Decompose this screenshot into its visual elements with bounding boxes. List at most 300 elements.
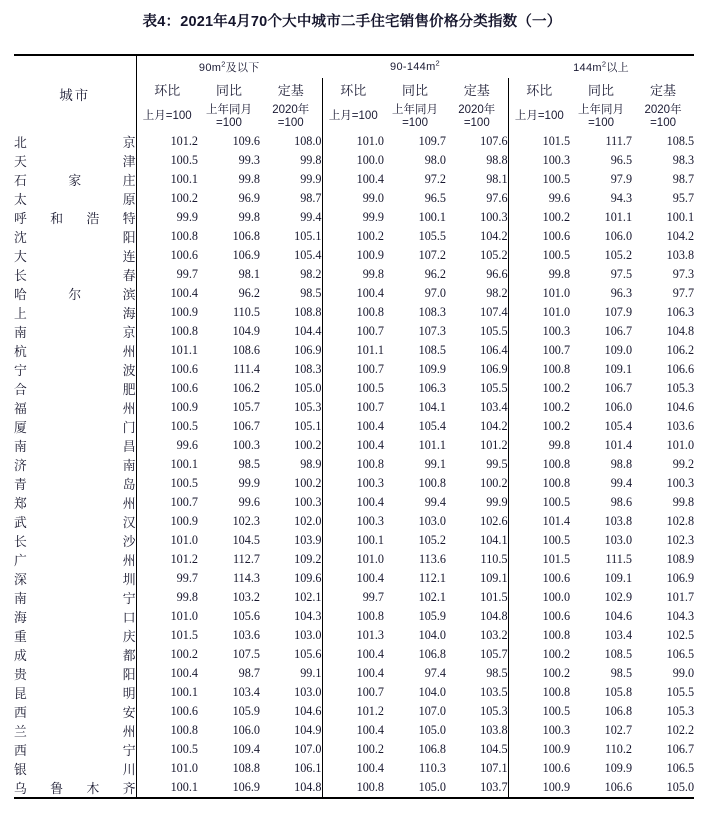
table-row	[14, 778, 694, 798]
row-city-label: 郑州	[14, 495, 136, 511]
row-value-cell: 105.6	[232, 608, 260, 623]
table-row	[14, 151, 694, 170]
row-value-cell: 104.8	[666, 323, 695, 338]
row-value-cell: 104.5	[480, 741, 508, 756]
row-value-cell: 108.6	[232, 342, 260, 357]
subheader-yoy-g1: 同比	[402, 83, 429, 99]
subheader-fixed-g1: 定基	[463, 83, 490, 99]
base-fixed-g0: 2020年=100	[272, 103, 310, 129]
row-value-cell: 97.6	[486, 190, 508, 205]
row-value-cell: 100.9	[136, 303, 198, 322]
row-value-cell: 100.4	[322, 721, 384, 740]
row-city-label: 西安	[14, 704, 136, 720]
row-value-cell: 103.4	[604, 627, 633, 642]
row-city-label: 长沙	[14, 533, 136, 549]
row-value-cell: 108.5	[604, 646, 633, 661]
row-value-cell: 100.6	[508, 569, 570, 588]
row-value-cell: 103.8	[480, 722, 508, 737]
row-city-label: 深圳	[14, 571, 136, 587]
table-row	[14, 170, 694, 189]
row-value-cell: 100.3	[666, 475, 695, 490]
row-value-cell: 97.5	[610, 266, 633, 281]
row-value-cell: 107.5	[232, 646, 260, 661]
row-value-cell: 94.3	[610, 190, 633, 205]
row-value-cell: 100.7	[508, 341, 570, 360]
row-value-cell: 99.9	[322, 208, 384, 227]
row-value-cell: 100.8	[322, 778, 384, 798]
row-value-cell: 109.1	[604, 570, 633, 585]
row-value-cell: 105.0	[294, 380, 322, 395]
subheader-mom-g1: 环比	[322, 78, 384, 102]
row-city-label: 重庆	[14, 628, 136, 644]
row-value-cell: 100.1	[136, 778, 198, 798]
row-value-cell: 103.0	[294, 684, 322, 699]
row-value-cell: 100.7	[322, 360, 384, 379]
table-row	[14, 493, 694, 512]
row-value-cell: 102.9	[604, 589, 633, 604]
base-yoy-g0	[198, 102, 260, 132]
row-value-cell: 105.0	[418, 722, 447, 737]
row-value-cell: 100.0	[508, 588, 570, 607]
row-value-cell: 101.0	[136, 531, 198, 550]
row-city-label: 呼和浩特	[14, 210, 136, 226]
row-value-cell: 96.2	[238, 285, 260, 300]
row-city-label: 昆明	[14, 685, 136, 701]
row-value-cell: 98.8	[610, 456, 633, 471]
row-value-cell: 106.8	[232, 228, 260, 243]
row-value-cell: 101.2	[136, 132, 198, 151]
row-value-cell: 100.9	[136, 512, 198, 531]
row-value-cell: 99.7	[136, 265, 198, 284]
group-label-sup-0: 2	[221, 59, 226, 69]
row-value-cell: 103.0	[418, 513, 447, 528]
row-value-cell: 104.1	[480, 532, 508, 547]
row-value-cell: 106.9	[666, 570, 695, 585]
table-row	[14, 246, 694, 265]
table-row	[14, 322, 694, 341]
row-value-cell: 108.3	[418, 304, 447, 319]
row-value-cell: 106.7	[232, 418, 260, 433]
row-value-cell: 107.6	[480, 133, 508, 148]
row-value-cell: 106.5	[666, 760, 695, 775]
row-value-cell: 99.6	[508, 189, 570, 208]
row-value-cell: 99.6	[238, 494, 260, 509]
row-value-cell: 100.9	[136, 398, 198, 417]
row-value-cell: 106.6	[604, 779, 633, 794]
row-city-label: 西宁	[14, 742, 136, 758]
row-value-cell: 99.8	[508, 265, 570, 284]
row-city-label: 济南	[14, 457, 136, 473]
row-value-cell: 100.6	[136, 702, 198, 721]
row-value-cell: 100.8	[322, 303, 384, 322]
row-value-cell: 98.5	[300, 285, 322, 300]
subheader-yoy-g2: 同比	[588, 83, 615, 99]
row-value-cell: 100.5	[136, 151, 198, 170]
row-value-cell: 100.4	[322, 664, 384, 683]
row-value-cell: 99.2	[672, 456, 695, 471]
base-yoy-line2-g0: =100	[216, 116, 242, 129]
row-city-label: 哈尔滨	[14, 286, 136, 302]
row-city-label: 北京	[14, 134, 136, 150]
row-value-cell: 100.3	[322, 512, 384, 531]
row-value-cell: 100.7	[322, 322, 384, 341]
row-value-cell: 100.5	[508, 493, 570, 512]
row-value-cell: 102.6	[480, 513, 508, 528]
row-value-cell: 100.3	[508, 151, 570, 170]
row-value-cell: 102.1	[418, 589, 447, 604]
row-value-cell: 100.4	[322, 417, 384, 436]
row-value-cell: 106.8	[604, 703, 633, 718]
base-yoy-line1-g2: 上年同月	[578, 103, 625, 116]
row-value-cell: 97.0	[424, 285, 447, 300]
table-row	[14, 284, 694, 303]
row-value-cell: 104.9	[232, 323, 260, 338]
row-value-cell: 99.9	[136, 208, 198, 227]
row-value-cell: 101.1	[322, 341, 384, 360]
row-value-cell: 100.3	[232, 437, 260, 452]
header-row-groups	[14, 55, 694, 78]
row-value-cell: 100.4	[136, 664, 198, 683]
row-value-cell: 100.4	[322, 170, 384, 189]
row-value-cell: 100.6	[136, 360, 198, 379]
row-value-cell: 100.3	[322, 474, 384, 493]
row-value-cell: 107.0	[418, 703, 447, 718]
row-value-cell: 100.5	[508, 702, 570, 721]
row-value-cell: 110.5	[233, 304, 260, 319]
row-value-cell: 96.6	[486, 266, 508, 281]
group-header-under-90	[136, 55, 322, 78]
row-value-cell: 109.6	[294, 570, 322, 585]
row-value-cell: 100.8	[322, 607, 384, 626]
base-fixed-g1: 2020年=100	[458, 103, 496, 129]
row-value-cell: 104.8	[480, 608, 508, 623]
table-row	[14, 379, 694, 398]
table-row	[14, 132, 694, 151]
row-value-cell: 109.6	[232, 133, 260, 148]
row-value-cell: 99.5	[486, 456, 508, 471]
group-label-pre-0: 90m	[198, 61, 222, 74]
row-value-cell: 99.8	[672, 494, 695, 509]
row-value-cell: 108.3	[294, 361, 322, 376]
row-value-cell: 108.5	[666, 133, 695, 148]
row-value-cell: 109.7	[418, 133, 447, 148]
row-value-cell: 101.1	[136, 341, 198, 360]
row-value-cell: 109.9	[604, 760, 633, 775]
row-value-cell: 100.2	[136, 189, 198, 208]
row-value-cell: 96.9	[238, 190, 260, 205]
row-value-cell: 105.0	[666, 779, 695, 794]
row-value-cell: 109.0	[604, 342, 633, 357]
row-value-cell: 100.3	[508, 322, 570, 341]
row-city-label: 上海	[14, 305, 136, 321]
row-value-cell: 100.6	[136, 379, 198, 398]
row-value-cell: 105.3	[666, 380, 695, 395]
row-value-cell: 104.3	[294, 608, 322, 623]
base-yoy-line2-g1: =100	[402, 116, 428, 129]
base-mom-g2: 上月=100	[508, 102, 570, 132]
table-row	[14, 721, 694, 740]
row-value-cell: 100.0	[322, 151, 384, 170]
row-city-label: 海口	[14, 609, 136, 625]
row-value-cell: 106.9	[294, 342, 322, 357]
row-value-cell: 96.5	[610, 152, 633, 167]
base-mom-g1: 上月=100	[322, 102, 384, 132]
row-value-cell: 100.7	[322, 398, 384, 417]
row-value-cell: 99.4	[610, 475, 633, 490]
row-value-cell: 101.0	[136, 607, 198, 626]
row-value-cell: 100.3	[508, 721, 570, 740]
row-value-cell: 104.3	[666, 608, 695, 623]
row-value-cell: 109.9	[418, 361, 447, 376]
row-value-cell: 103.4	[480, 399, 508, 414]
table-row	[14, 265, 694, 284]
row-value-cell: 106.7	[604, 323, 633, 338]
row-value-cell: 97.7	[672, 285, 695, 300]
group-header-90-144	[322, 55, 508, 78]
row-value-cell: 99.8	[238, 209, 260, 224]
row-value-cell: 105.1	[294, 228, 322, 243]
row-value-cell: 102.1	[294, 589, 322, 604]
base-fixed-g2: 2020年=100	[644, 103, 682, 129]
row-value-cell: 104.9	[294, 722, 322, 737]
row-value-cell: 102.8	[666, 513, 695, 528]
row-value-cell: 100.3	[294, 494, 322, 509]
row-value-cell: 100.9	[508, 778, 570, 798]
row-value-cell: 104.8	[294, 779, 322, 794]
row-value-cell: 108.8	[294, 304, 322, 319]
row-city-label: 武汉	[14, 514, 136, 530]
row-value-cell: 96.3	[610, 285, 633, 300]
subheader-fixed-g2: 定基	[650, 83, 677, 99]
row-value-cell: 104.1	[418, 399, 447, 414]
row-value-cell: 98.8	[486, 152, 508, 167]
row-value-cell: 99.8	[508, 436, 570, 455]
row-value-cell: 98.5	[486, 665, 508, 680]
row-value-cell: 100.5	[136, 417, 198, 436]
table-row	[14, 569, 694, 588]
row-value-cell: 99.8	[322, 265, 384, 284]
row-value-cell: 105.1	[294, 418, 322, 433]
table-row	[14, 626, 694, 645]
row-city-label: 福州	[14, 400, 136, 416]
row-value-cell: 109.1	[480, 570, 508, 585]
group-header-over-144	[508, 55, 694, 78]
row-value-cell: 97.2	[424, 171, 447, 186]
row-value-cell: 98.5	[238, 456, 260, 471]
row-city-label: 南昌	[14, 438, 136, 454]
row-value-cell: 107.9	[604, 304, 633, 319]
row-value-cell: 100.8	[136, 721, 198, 740]
row-value-cell: 103.2	[480, 627, 508, 642]
row-city-label: 成都	[14, 647, 136, 663]
row-value-cell: 97.9	[610, 171, 633, 186]
row-value-cell: 102.0	[294, 513, 322, 528]
row-city-label: 太原	[14, 191, 136, 207]
row-value-cell: 101.1	[418, 437, 447, 452]
row-value-cell: 106.5	[666, 646, 695, 661]
row-value-cell: 106.0	[604, 399, 633, 414]
row-value-cell: 100.7	[322, 683, 384, 702]
row-value-cell: 106.9	[480, 361, 508, 376]
subheader-fixed-g0: 定基	[277, 83, 304, 99]
row-value-cell: 96.5	[424, 190, 447, 205]
row-value-cell: 105.4	[418, 418, 447, 433]
row-value-cell: 103.9	[294, 532, 322, 547]
row-value-cell: 100.9	[508, 740, 570, 759]
base-yoy-line1-g1: 上年同月	[392, 103, 439, 116]
row-value-cell: 104.0	[418, 627, 447, 642]
price-index-table	[14, 54, 694, 799]
row-value-cell: 105.2	[480, 247, 508, 262]
row-value-cell: 97.3	[672, 266, 695, 281]
row-value-cell: 107.1	[480, 760, 508, 775]
row-value-cell: 98.7	[672, 171, 695, 186]
row-value-cell: 106.3	[666, 304, 695, 319]
row-value-cell: 106.6	[666, 361, 695, 376]
table-row	[14, 683, 694, 702]
row-value-cell: 100.8	[508, 626, 570, 645]
row-value-cell: 101.0	[508, 303, 570, 322]
row-value-cell: 106.9	[232, 779, 260, 794]
row-value-cell: 100.6	[508, 759, 570, 778]
table-row	[14, 664, 694, 683]
row-value-cell: 100.8	[508, 360, 570, 379]
row-value-cell: 101.0	[666, 437, 695, 452]
row-value-cell: 100.1	[666, 209, 695, 224]
row-value-cell: 99.1	[300, 665, 322, 680]
table-header	[14, 55, 694, 132]
row-city-label: 青岛	[14, 476, 136, 492]
row-value-cell: 106.1	[294, 760, 322, 775]
row-value-cell: 106.3	[418, 380, 447, 395]
row-value-cell: 100.2	[508, 417, 570, 436]
row-value-cell: 106.0	[232, 722, 260, 737]
row-value-cell: 100.8	[418, 475, 447, 490]
row-value-cell: 100.2	[508, 208, 570, 227]
row-value-cell: 106.0	[604, 228, 633, 243]
row-value-cell: 105.0	[418, 779, 447, 794]
row-value-cell: 100.4	[322, 645, 384, 664]
row-value-cell: 109.4	[232, 741, 260, 756]
row-value-cell: 105.5	[480, 380, 508, 395]
table-row	[14, 417, 694, 436]
row-value-cell: 104.6	[294, 703, 322, 718]
table-row	[14, 227, 694, 246]
group-label-pre-2: 144m	[573, 61, 602, 74]
subheader-mom-g0: 环比	[136, 78, 198, 102]
row-value-cell: 100.1	[136, 455, 198, 474]
row-value-cell: 100.8	[508, 455, 570, 474]
row-city-label: 沈阳	[14, 229, 136, 245]
row-value-cell: 109.2	[294, 551, 322, 566]
row-value-cell: 105.4	[294, 247, 322, 262]
row-value-cell: 100.1	[418, 209, 447, 224]
row-value-cell: 102.2	[666, 722, 695, 737]
row-value-cell: 100.1	[136, 683, 198, 702]
row-value-cell: 107.3	[418, 323, 447, 338]
row-value-cell: 100.8	[136, 227, 198, 246]
row-value-cell: 98.0	[424, 152, 447, 167]
row-value-cell: 98.1	[486, 171, 508, 186]
row-value-cell: 100.9	[322, 246, 384, 265]
group-label-post-2: 以上	[606, 61, 629, 74]
row-value-cell: 101.1	[604, 209, 633, 224]
group-label-pre-1: 90-144m	[390, 60, 436, 73]
row-value-cell: 100.6	[136, 246, 198, 265]
row-value-cell: 110.5	[480, 551, 508, 566]
table-row	[14, 189, 694, 208]
row-value-cell: 100.5	[508, 246, 570, 265]
table-row	[14, 702, 694, 721]
row-value-cell: 98.1	[238, 266, 260, 281]
table-row	[14, 512, 694, 531]
group-label-sup-2: 2	[601, 59, 607, 69]
row-value-cell: 99.4	[300, 209, 322, 224]
row-value-cell: 103.8	[666, 247, 695, 262]
row-value-cell: 106.8	[418, 646, 447, 661]
base-yoy-g2	[570, 102, 632, 132]
table-row	[14, 341, 694, 360]
row-value-cell: 101.5	[508, 132, 570, 151]
row-value-cell: 105.5	[418, 228, 447, 243]
row-value-cell: 100.8	[322, 455, 384, 474]
row-value-cell: 100.2	[508, 645, 570, 664]
row-value-cell: 108.8	[232, 760, 260, 775]
row-value-cell: 100.2	[508, 664, 570, 683]
row-value-cell: 103.8	[604, 513, 633, 528]
row-value-cell: 114.3	[233, 570, 260, 585]
row-value-cell: 100.4	[322, 569, 384, 588]
row-value-cell: 100.4	[136, 284, 198, 303]
row-value-cell: 98.2	[486, 285, 508, 300]
row-value-cell: 101.5	[480, 589, 508, 604]
row-value-cell: 96.2	[424, 266, 447, 281]
row-value-cell: 101.5	[508, 550, 570, 569]
subheader-yoy-g0: 同比	[215, 83, 242, 99]
row-value-cell: 100.8	[136, 322, 198, 341]
row-city-label: 乌鲁木齐	[14, 780, 136, 796]
row-value-cell: 99.6	[136, 436, 198, 455]
row-value-cell: 101.0	[322, 550, 384, 569]
row-value-cell: 98.7	[300, 190, 322, 205]
row-value-cell: 101.0	[508, 284, 570, 303]
row-value-cell: 101.4	[604, 437, 633, 452]
table-row	[14, 208, 694, 227]
row-value-cell: 100.4	[322, 493, 384, 512]
row-value-cell: 99.4	[424, 494, 447, 509]
row-value-cell: 102.3	[666, 532, 695, 547]
row-city-label: 贵阳	[14, 666, 136, 682]
row-city-label: 合肥	[14, 381, 136, 397]
row-value-cell: 100.8	[508, 683, 570, 702]
row-city-label: 厦门	[14, 419, 136, 435]
row-value-cell: 105.6	[294, 646, 322, 661]
table-row	[14, 474, 694, 493]
base-yoy-g1	[384, 102, 446, 132]
row-value-cell: 103.7	[480, 779, 508, 794]
row-value-cell: 105.7	[232, 399, 260, 414]
row-value-cell: 106.2	[232, 380, 260, 395]
row-value-cell: 113.6	[419, 551, 447, 566]
row-value-cell: 101.2	[136, 550, 198, 569]
row-city-label: 宁波	[14, 362, 136, 378]
row-value-cell: 107.2	[418, 247, 447, 262]
row-value-cell: 105.4	[604, 418, 633, 433]
row-value-cell: 105.2	[418, 532, 447, 547]
row-value-cell: 105.3	[294, 399, 322, 414]
table-row	[14, 531, 694, 550]
table-row	[14, 455, 694, 474]
